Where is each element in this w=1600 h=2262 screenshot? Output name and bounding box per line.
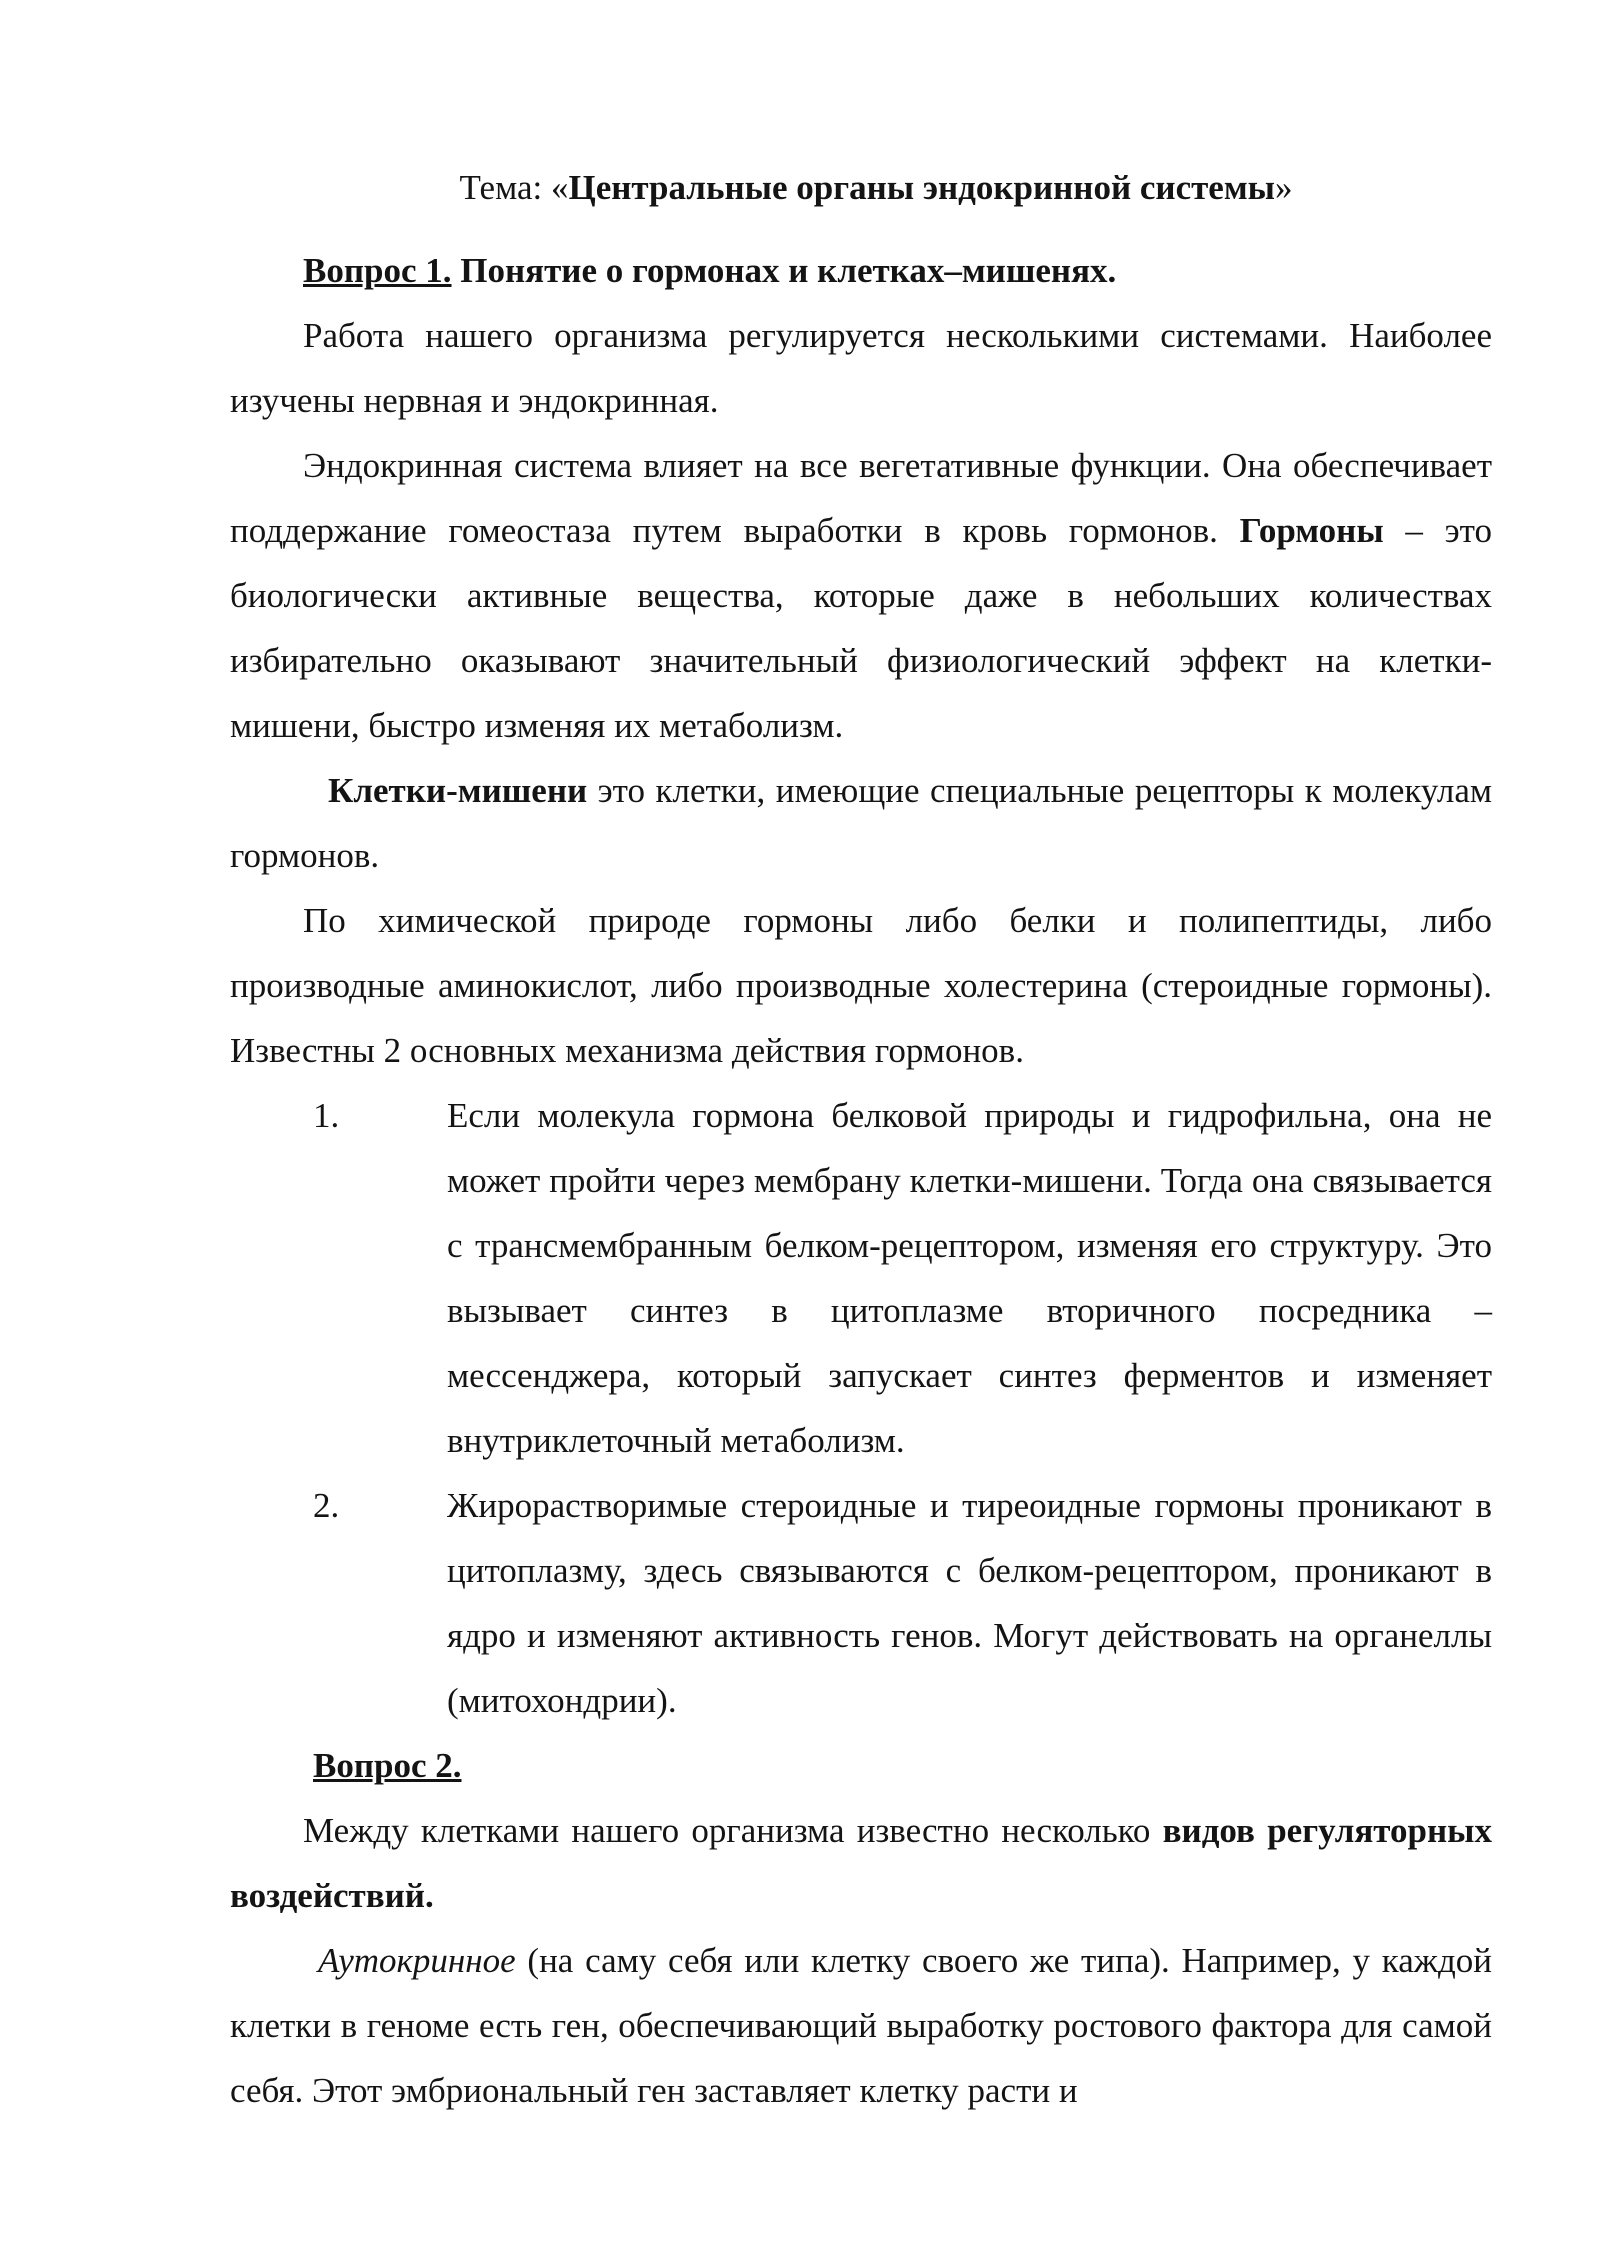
list-item-number: 1. [313, 1096, 340, 1135]
paragraph-target-cells-definition: это клетки, имеющие специальные рецепторы к молекулам гормонов. [230, 771, 1492, 875]
question-1-heading [230, 238, 1492, 303]
title-topic: Центральные органы эндокринной системы [568, 168, 1275, 207]
paragraph-regulatory-types [230, 1798, 1492, 1928]
list-item-text: Жирорастворимые стероидные и тиреоидные гормоны проникают в цитоплазму, здесь связываются с белком-рецептором, проникают в ядро и изменяют активность генов. Могут действовать на органеллы (митохондрии). [447, 1486, 1492, 1720]
title-suffix: » [1275, 168, 1293, 207]
paragraph-target-cells [230, 758, 1492, 888]
question-1-label: Вопрос 1. [303, 251, 452, 290]
term-regulatory-types: видов регуляторных воздействий. [230, 1811, 1492, 1915]
paragraph-hormones-definition: – это биологически активные вещества, которые даже в небольших количествах избирательно оказывают значительный физиологический эффект на клетки-мишени, быстро изменяя их метаболизм. [230, 511, 1492, 745]
list-item-text: Если молекула гормона белковой природы и гидрофильна, она не может пройти через мембрану клетки-мишени. Тогда она связывается с трансмембранным белком-рецептором, изменяя его структуру. Это вызывает синтез в цитоплазме вторичного посредника – мессенджера, который запускает синтез ферментов и изменяет внутриклеточный метаболизм. [447, 1096, 1492, 1460]
term-hormones: Гормоны [1239, 511, 1384, 550]
paragraph-endocrine-start: Эндокринная система влияет на все вегетативные функции. Она обеспечивает поддержание гомеостаза путем выработки в кровь гормонов. [230, 446, 1492, 550]
question-1-text: Понятие о гормонах и клетках–мишенях. [451, 251, 1117, 290]
paragraph-autocrine [230, 1928, 1492, 2123]
paragraph-endocrine-system [230, 433, 1492, 758]
title-prefix: Тема: « [459, 168, 569, 207]
list-item [230, 1083, 1492, 1473]
paragraph-regulation-systems: Работа нашего организма регулируется несколькими системами. Наиболее изучены нервная и эндокринная. [230, 316, 1492, 420]
term-target-cells: Клетки-мишени [328, 771, 588, 810]
document-body [230, 155, 1492, 2123]
paragraph-regulatory-start: Между клетками нашего организма известно несколько [303, 1811, 1163, 1850]
question-2-label: Вопрос 2. [313, 1746, 462, 1785]
list-item [230, 1473, 1492, 1733]
document-title [230, 155, 1492, 220]
paragraph-chemical-nature: По химической природе гормоны либо белки и полипептиды, либо производные аминокислот, либо производные холестерина (стероидные гормоны). Известны 2 основных механизма действия гормонов. [230, 901, 1492, 1070]
paragraph-autocrine-text: (на саму себя или клетку своего же типа). Например, у каждой клетки в геноме есть ген, обеспечивающий выработку ростового фактора для самой себя. Этот эмбриональный ген заставляет клетку расти и [230, 1941, 1492, 2110]
question-2-heading [230, 1733, 1492, 1798]
list-item-number: 2. [313, 1486, 340, 1525]
mechanisms-list [230, 1083, 1492, 1733]
term-autocrine: Аутокринное [318, 1941, 516, 1980]
